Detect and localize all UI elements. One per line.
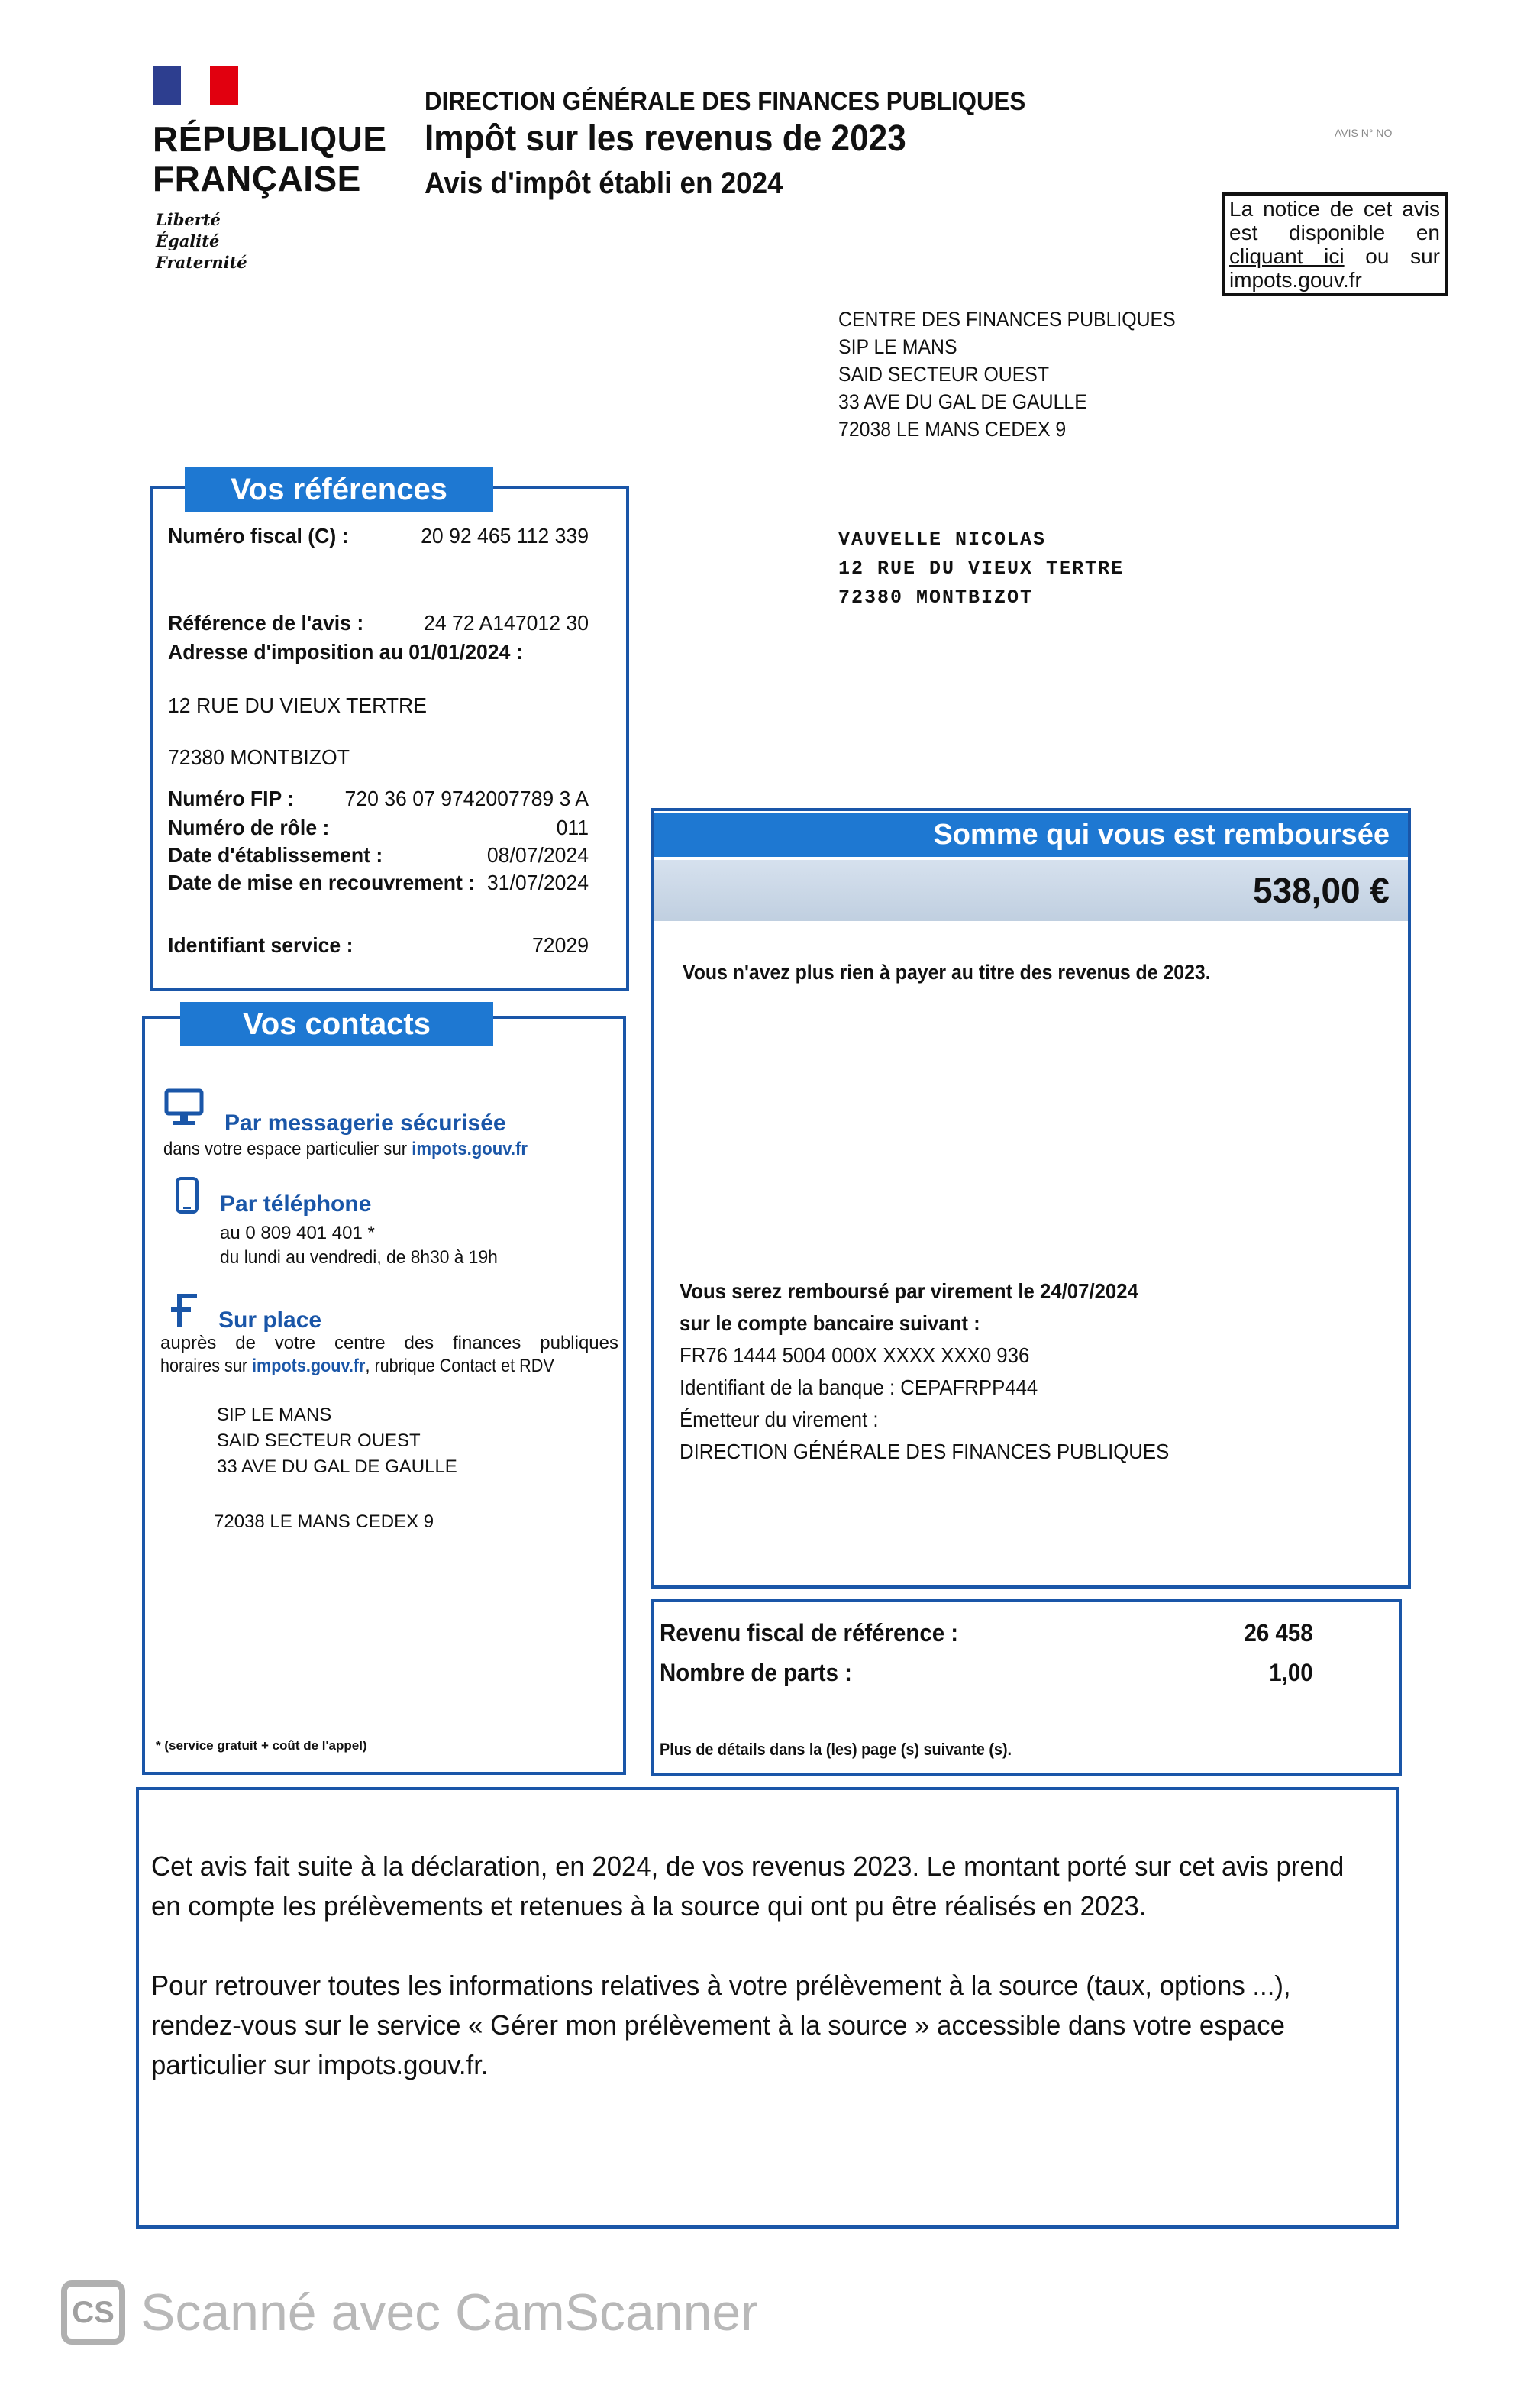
reference-avis-row [168, 611, 589, 635]
recipient-city: 72380 MONTBIZOT [838, 587, 1034, 609]
bic-value: Identifiant de la banque : CEPAFRPP444 [680, 1375, 1038, 1399]
flag-red [210, 66, 238, 105]
logo-line-2: FRANÇAISE [153, 159, 361, 199]
reference-avis-label: Référence de l'avis : [168, 611, 364, 635]
place-text1: auprès de votre centre des finances publiques [160, 1333, 618, 1353]
messagerie-text: dans votre espace particulier sur [163, 1139, 408, 1159]
rfr-row [660, 1619, 1313, 1647]
logo-line-1: RÉPUBLIQUE [153, 119, 387, 159]
motto-fraternite: Fraternité [156, 253, 247, 272]
adresse-line1: 12 RUE DU VIEUX TERTRE [168, 693, 428, 717]
nothing-to-pay: Vous n'avez plus rien à payer au titre des revenus de 2023. [683, 961, 1211, 984]
parts-label: Nombre de parts : [660, 1659, 852, 1686]
office-line: SIP LE MANS [217, 1404, 332, 1425]
adresse-line2: 72380 MONTBIZOT [168, 745, 350, 769]
sender-line: SAID SECTEUR OUEST [838, 363, 1050, 386]
compte-text: sur le compte bancaire suivant : [680, 1311, 980, 1335]
fip-row [168, 787, 589, 811]
place-title: Sur place [218, 1307, 322, 1333]
iban-value: FR76 1444 5004 000X XXXX XXX0 936 [680, 1343, 1030, 1367]
office-address [217, 1402, 457, 1480]
computer-icon [163, 1088, 206, 1130]
numero-fiscal-label: Numéro fiscal (C) : [168, 524, 349, 548]
messagerie-text-row [163, 1138, 528, 1161]
flag-white [181, 66, 209, 105]
camscanner-watermark [61, 2280, 758, 2345]
notice-text-end: ou sur impots.gouv.fr [1229, 244, 1441, 292]
contacts-tab: Vos contacts [180, 1002, 493, 1046]
info-paragraph-2: Pour retrouver toutes les informations relatives à votre prélèvement à la source (taux, options ...), rendez-vous sur le service « Gérer mon prélèvement à la source » accessible dans votre espace particulier sur impots.gouv.fr. [151, 1970, 1291, 2080]
document-title: Impôt sur les revenus de 2023 [425, 118, 906, 159]
telephone-number: au 0 809 401 401 * [220, 1223, 375, 1243]
emetteur-value: DIRECTION GÉNÉRALE DES FINANCES PUBLIQUES [680, 1440, 1170, 1463]
reference-avis-value: 24 72 A147012 30 [424, 611, 589, 635]
refund-tab: Somme qui vous est remboursée [654, 813, 1411, 857]
document-subtitle: Avis d'impôt établi en 2024 [425, 166, 783, 200]
recipient-street: 12 RUE DU VIEUX TERTRE [838, 558, 1125, 580]
messagerie-link[interactable]: impots.gouv.fr [412, 1139, 528, 1159]
emetteur-label: Émetteur du virement : [680, 1408, 879, 1431]
virement-text: Vous serez remboursé par virement le 24/07/2024 [680, 1279, 1138, 1303]
sender-line: 33 AVE DU GAL DE GAULLE [838, 390, 1087, 413]
office-city: 72038 LE MANS CEDEX 9 [214, 1511, 434, 1532]
fip-value: 720 36 07 9742007789 3 A [344, 787, 589, 810]
adresse-line1-row [168, 693, 589, 718]
camscanner-text: Scanné avec CamScanner [140, 2284, 758, 2342]
numero-fiscal-row [168, 524, 589, 548]
identifiant-value: 72029 [532, 933, 589, 957]
office-line: 33 AVE DU GAL DE GAULLE [217, 1456, 457, 1477]
notice-box [1222, 192, 1448, 296]
location-icon [166, 1291, 200, 1330]
role-label: Numéro de rôle : [168, 816, 330, 839]
refund-header-frame [651, 808, 1411, 923]
role-row [168, 816, 589, 840]
refund-details [680, 1275, 1169, 1468]
motto-liberte: Liberté [156, 210, 221, 229]
messagerie-title: Par messagerie sécurisée [224, 1110, 506, 1136]
place-link[interactable]: impots.gouv.fr [252, 1356, 366, 1376]
place-text2-row [160, 1355, 554, 1378]
adresse-label-row [168, 640, 589, 664]
references-tab: Vos références [185, 467, 493, 512]
date-etab-value: 08/07/2024 [486, 843, 589, 867]
republique-francaise-logo [153, 119, 387, 199]
phone-icon [174, 1176, 200, 1214]
date-etab-row [168, 843, 589, 868]
fip-label: Numéro FIP : [168, 787, 295, 810]
rfr-label: Revenu fiscal de référence : [660, 1619, 959, 1647]
refund-amount: 538,00 € [654, 860, 1411, 921]
flag-blue [153, 66, 181, 105]
sender-address [838, 305, 1176, 443]
avis-number: AVIS N° NO [1335, 127, 1393, 139]
adresse-line2-row [168, 745, 589, 770]
identifiant-row [168, 933, 589, 958]
date-recouv-label: Date de mise en recouvrement : [168, 871, 476, 894]
direction-heading: DIRECTION GÉNÉRALE DES FINANCES PUBLIQUES [425, 87, 1026, 116]
recipient-name: VAUVELLE NICOLAS [838, 528, 1047, 551]
place-text2-pre: horaires sur [160, 1356, 248, 1376]
sender-line: CENTRE DES FINANCES PUBLIQUES [838, 308, 1176, 331]
telephone-title: Par téléphone [220, 1191, 372, 1217]
numero-fiscal-value: 20 92 465 112 339 [421, 524, 589, 548]
footnote: * (service gratuit + coût de l'appel) [156, 1738, 367, 1753]
motto [156, 209, 247, 273]
rfr-value: 26 458 [1244, 1619, 1313, 1647]
notice-text: La notice de cet avis est disponible en [1229, 197, 1440, 244]
french-flag-logo [153, 66, 238, 105]
place-text2-post: , rubrique Contact et RDV [365, 1356, 554, 1376]
sender-line: SIP LE MANS [838, 335, 957, 358]
camscanner-logo: CS [61, 2280, 125, 2345]
details-text: Plus de détails dans la (les) page (s) suivante (s). [660, 1740, 1012, 1759]
identifiant-label: Identifiant service : [168, 933, 354, 957]
date-recouv-row [168, 871, 589, 895]
recipient-address [838, 525, 1124, 613]
office-line: SAID SECTEUR OUEST [217, 1430, 421, 1451]
refund-box [651, 921, 1411, 1589]
parts-row [660, 1659, 1313, 1687]
adresse-label: Adresse d'imposition au 01/01/2024 : [168, 640, 523, 664]
motto-egalite: Égalité [156, 231, 220, 250]
date-recouv-value: 31/07/2024 [486, 871, 589, 894]
role-value: 011 [556, 816, 589, 839]
telephone-hours: du lundi au vendredi, de 8h30 à 19h [220, 1247, 498, 1268]
notice-link[interactable]: cliquant ici [1229, 244, 1345, 268]
parts-value: 1,00 [1269, 1659, 1313, 1686]
info-paragraph-1: Cet avis fait suite à la déclaration, en 2024, de vos revenus 2023. Le montant porté sur cet avis prend en compte les prélèvements et retenues à la source qui ont pu être réalisés en 2023. [151, 1850, 1345, 1922]
references-box [150, 486, 629, 991]
sender-line: 72038 LE MANS CEDEX 9 [838, 418, 1067, 441]
date-etab-label: Date d'établissement : [168, 843, 383, 867]
